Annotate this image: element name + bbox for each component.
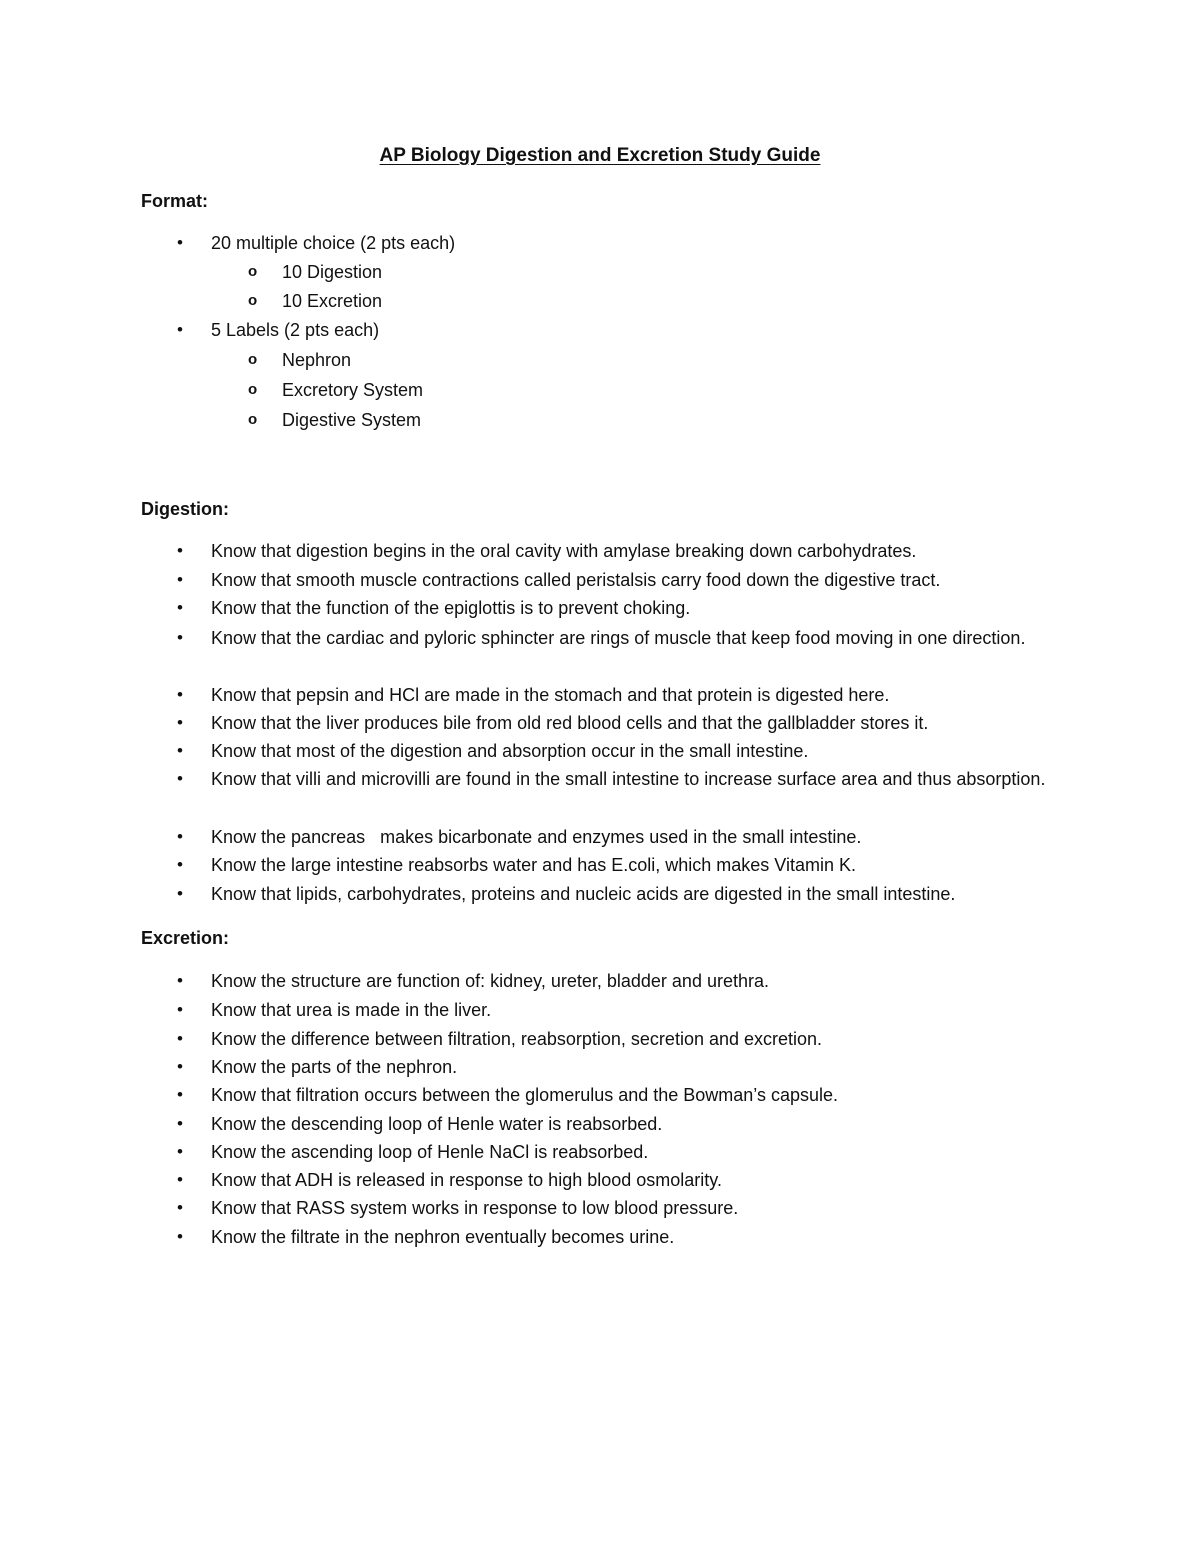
bullet-icon: • [177, 884, 183, 903]
page-title: AP Biology Digestion and Excretion Study Guide [379, 145, 821, 166]
digestion-item: Know that lipids, carbohydrates, proteins and nucleic acids are digested in the small intestine. [211, 884, 956, 904]
format-sub-item: 10 Digestion [282, 262, 383, 282]
bullet-icon: • [177, 570, 183, 589]
digestion-item: Know that villi and microvilli are found in the small intestine to increase surface area and thus absorption. [211, 769, 1046, 789]
sub-bullet-icon: o [248, 292, 258, 309]
bullet-icon: • [177, 1170, 183, 1189]
format-item: 5 Labels (2 pts each) [211, 320, 380, 340]
bullet-icon: • [177, 971, 183, 990]
digestion-item: Know that the cardiac and pyloric sphincter are rings of muscle that keep food moving in one direction. [211, 628, 1026, 648]
bullet-icon: • [177, 1198, 183, 1217]
bullet-icon: • [177, 1029, 183, 1048]
digestion-heading: Digestion: [141, 499, 229, 519]
format-sub-item: 10 Excretion [282, 291, 383, 311]
bullet-icon: • [177, 598, 183, 617]
digestion-item: Know the large intestine reabsorbs water and has E.coli, which makes Vitamin K. [211, 855, 856, 875]
excretion-item: Know the descending loop of Henle water is reabsorbed. [211, 1114, 663, 1134]
sub-bullet-icon: o [248, 381, 258, 398]
format-heading: Format: [141, 191, 208, 211]
digestion-item: Know that digestion begins in the oral cavity with amylase breaking down carbohydrates. [211, 541, 917, 561]
sub-bullet-icon: o [248, 263, 258, 280]
bullet-icon: • [177, 628, 183, 647]
excretion-item: Know the filtrate in the nephron eventually becomes urine. [211, 1227, 675, 1247]
format-sub-item: Nephron [282, 350, 352, 370]
format-item: 20 multiple choice (2 pts each) [211, 233, 456, 253]
digestion-item: Know that the liver produces bile from old red blood cells and that the gallbladder stores it. [211, 713, 929, 733]
excretion-item: Know that filtration occurs between the glomerulus and the Bowman’s capsule. [211, 1085, 839, 1105]
bullet-icon: • [177, 1057, 183, 1076]
digestion-item: Know that the function of the epiglottis is to prevent choking. [211, 598, 691, 618]
bullet-icon: • [177, 1142, 183, 1161]
format-sub-item: Excretory System [282, 380, 424, 400]
digestion-item: Know that smooth muscle contractions called peristalsis carry food down the digestive tract. [211, 570, 941, 590]
excretion-item: Know the parts of the nephron. [211, 1057, 458, 1077]
bullet-icon: • [177, 685, 183, 704]
excretion-item: Know the ascending loop of Henle NaCl is reabsorbed. [211, 1142, 649, 1162]
excretion-item: Know the structure are function of: kidney, ureter, bladder and urethra. [211, 971, 769, 991]
digestion-item: Know that pepsin and HCl are made in the stomach and that protein is digested here. [211, 685, 890, 705]
excretion-item: Know that urea is made in the liver. [211, 1000, 492, 1020]
bullet-icon: • [177, 713, 183, 732]
excretion-item: Know that RASS system works in response to low blood pressure. [211, 1198, 739, 1218]
bullet-icon: • [177, 1114, 183, 1133]
format-sub-item: Digestive System [282, 410, 422, 430]
bullet-icon: • [177, 827, 183, 846]
bullet-icon: • [177, 233, 183, 252]
bullet-icon: • [177, 1000, 183, 1019]
bullet-icon: • [177, 1085, 183, 1104]
bullet-icon: • [177, 1227, 183, 1246]
bullet-icon: • [177, 541, 183, 560]
sub-bullet-icon: o [248, 411, 258, 428]
sub-bullet-icon: o [248, 351, 258, 368]
excretion-heading: Excretion: [141, 928, 230, 948]
bullet-icon: • [177, 769, 183, 788]
excretion-item: Know the difference between filtration, reabsorption, secretion and excretion. [211, 1029, 823, 1049]
bullet-icon: • [177, 855, 183, 874]
digestion-item: Know the pancreas makes bicarbonate and enzymes used in the small intestine. [211, 827, 862, 847]
bullet-icon: • [177, 320, 183, 339]
bullet-icon: • [177, 741, 183, 760]
excretion-item: Know that ADH is released in response to high blood osmolarity. [211, 1170, 722, 1190]
digestion-item: Know that most of the digestion and absorption occur in the small intestine. [211, 741, 809, 761]
